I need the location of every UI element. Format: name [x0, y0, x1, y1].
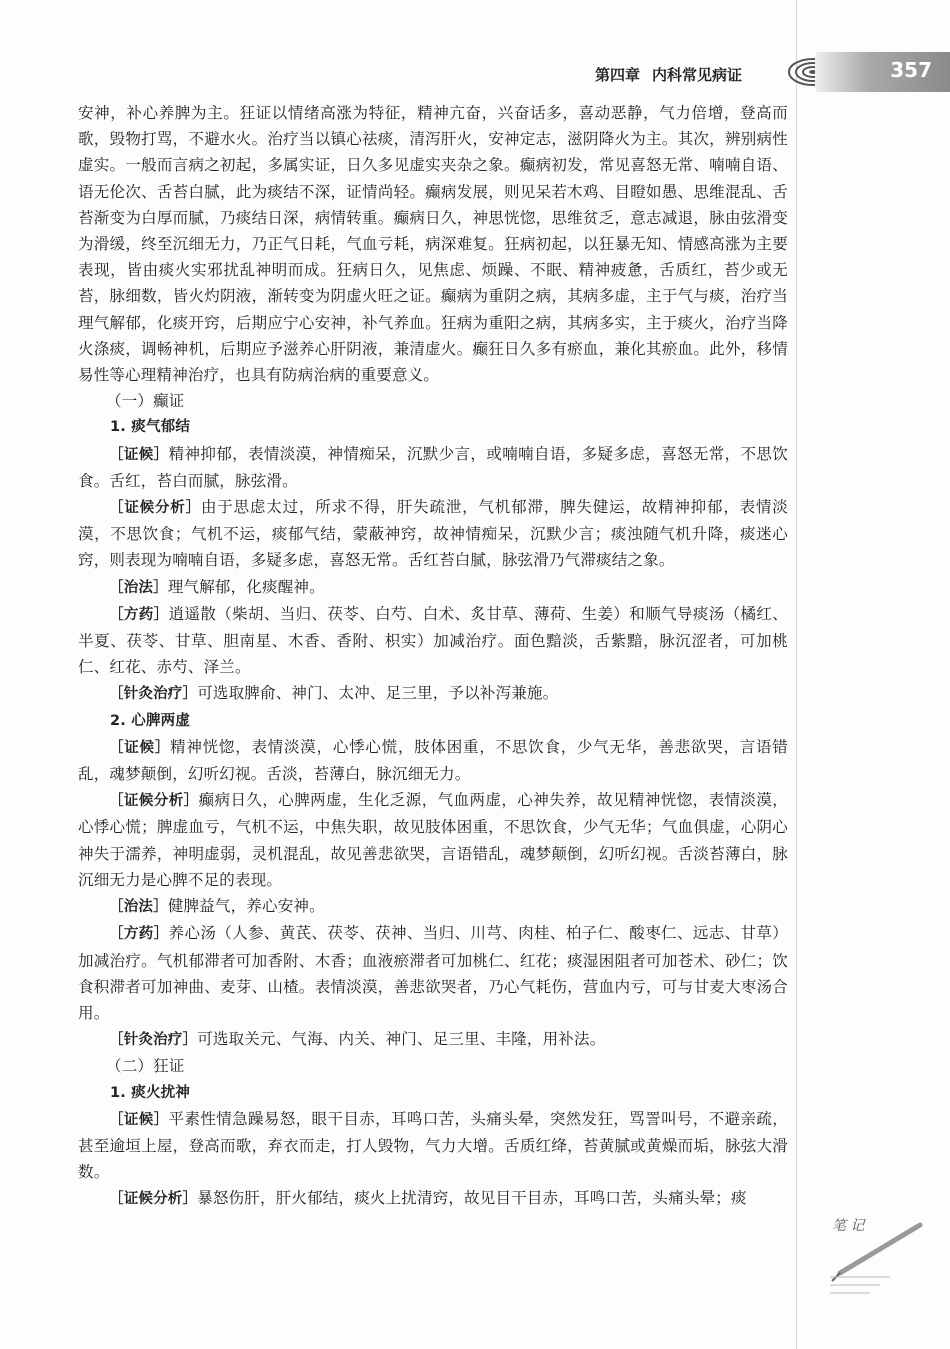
zhenghou-tag: ［证候］	[109, 1111, 169, 1128]
zhenghou-tag: ［证候］	[109, 739, 171, 756]
intro-paragraph: 安神，补心养脾为主。狂证以情绪高涨为特征，精神亢奋，兴奋话多，喜动恶静，气力倍增，登高而歌，毁物打骂，不避水火。治疗当以镇心祛痰，清泻肝火，安神定志，滋阴降火为主。其次，辨别病性虚实。一般而言病之初起，多属实证，日久多见虚实夹杂之象。癫病初发，常见喜怒无常、喃喃自语、语无伦次、舌苔白腻，此为痰结不深，证情尚轻。癫病发展，则见呆若木鸡、目瞪如愚、思维混乱、舌苔渐变为白厚而腻，乃痰结日深，病情转重。癫病日久，神思恍惚，思维贫乏，意志减退，脉由弦滑变为滑缓，终至沉细无力，乃正气日耗，气血亏耗，病深难复。狂病初起，以狂暴无知、情感高涨为主要表现，皆由痰火实邪扰乱神明而成。狂病日久，见焦虑、烦躁、不眠、精神疲惫，舌质红，苔少或无苔，脉细数，皆火灼阴液，渐转变为阴虚火旺之证。癫病为重阴之病，其病多虚，主于气与痰，治疗当理气解郁，化痰开窍，后期应宁心安神，补气养血。狂病为重阳之病，其病多实，主于痰火，治疗当降火涤痰，调畅神机，后期应予滋养心肝阴液，兼清虚火。癫狂日久多有瘀血，兼化其瘀血。此外，移情易性等心理精神治疗，也具有防病治病的重要意义。	[78, 104, 788, 385]
fangyao-tag: ［方药］	[109, 926, 169, 943]
zhenjiu-tag: ［针灸治疗］	[109, 686, 198, 703]
zhifa-paragraph	[78, 893, 788, 920]
notes-label: 笔 记	[832, 1218, 865, 1234]
fenxi-paragraph	[78, 1185, 788, 1212]
zhifa-text: 理气解郁，化痰醒神。	[167, 577, 325, 596]
fenxi-paragraph	[78, 494, 788, 574]
page-number-tab	[815, 52, 950, 92]
zhenjiu-paragraph	[78, 680, 788, 707]
chapter-number: 第四章	[595, 66, 641, 84]
fenxi-tag: ［证候分析］	[109, 500, 201, 517]
zhenghou-text: 平素性情急躁易怒，眼干目赤，耳鸣口苦，头痛头晕，突然发狂，骂詈叫号，不避亲疏，甚至逾垣上屋，登高而歌，弃衣而走，打人毁物，气力大增。舌质红绛，苔黄腻或黄燥而垢，脉弦大滑数。	[78, 1109, 788, 1182]
subsection-heading-tanqi: 1. 痰气郁结	[110, 419, 191, 436]
margin-notes	[820, 1215, 940, 1305]
zhenjiu-text: 可选取脾俞、神门、太冲、足三里，予以补泻兼施。	[197, 684, 559, 703]
zhenjiu-text: 可选取关元、气海、内关、神门、足三里、丰隆，用补法。	[197, 1030, 606, 1049]
fenxi-text: 暴怒伤肝，肝火郁结，痰火上扰清窍，故见目干目赤，耳鸣口苦，头痛头晕；痰	[197, 1189, 747, 1208]
running-head	[595, 64, 742, 85]
zhenghou-text: 精神抑郁，表情淡漠，神情痴呆，沉默少言，或喃喃自语，多疑多虑，喜怒无常，不思饮食。舌红，苔白而腻，脉弦滑。	[78, 444, 788, 490]
zhifa-text: 健脾益气，养心安神。	[167, 897, 325, 916]
fenxi-paragraph	[78, 787, 788, 893]
fangyao-tag: ［方药］	[109, 606, 169, 623]
page-body	[78, 100, 788, 1213]
fenxi-tag: ［证候分析］	[109, 1191, 198, 1208]
fenxi-text: 由于思虑太过，所求不得，肝失疏泄，气机郁滞，脾失健运，故精神抑郁，表情淡漠，不思饮食；气机不运，痰郁气结，蒙蔽神窍，故神情痴呆，沉默少言；痰浊随气机升降，痰迷心窍，则表现为喃喃自语，多疑多虑，喜怒无常。舌红苔白腻，脉弦滑乃气滞痰结之象。	[78, 498, 789, 570]
fenxi-tag: ［证候分析］	[109, 793, 199, 810]
zhenghou-paragraph	[78, 1106, 788, 1186]
chapter-title: 内科常见病证	[652, 66, 743, 84]
margin-rule	[796, 0, 797, 1349]
fangyao-text: 养心汤（人参、黄芪、茯苓、茯神、当归、川芎、肉桂、柏子仁、酸枣仁、远志、甘草）加减治疗。气机郁滞者可加香附、木香；血液瘀滞者可加桃仁、红花；痰湿困阻者可加苍术、砂仁；饮食积滞者可加神曲、麦芽、山楂。表情淡漠，善悲欲哭者，乃心气耗伤，营血内亏，可与甘麦大枣汤合用。	[78, 924, 788, 1022]
zhenghou-paragraph	[78, 734, 788, 787]
fangyao-paragraph	[78, 601, 788, 681]
zhenjiu-paragraph	[78, 1026, 788, 1053]
page-number: 357	[890, 58, 932, 82]
page-header	[560, 52, 950, 98]
zhenghou-paragraph	[78, 441, 788, 494]
zhifa-tag: ［治法］	[109, 899, 168, 916]
zhifa-paragraph	[78, 574, 788, 601]
section-heading-dian: （一）癫证	[106, 392, 185, 411]
subsection-heading-tanhuo: 1. 痰火扰神	[110, 1084, 191, 1101]
zhenghou-text: 精神恍惚，表情淡漠，心悸心慌，肢体困重，不思饮食，少气无华，善悲欲哭，言语错乱，魂梦颠倒，幻听幻视。舌淡，苔薄白，脉沉细无力。	[78, 737, 788, 784]
subsection-heading-xinpi: 2. 心脾两虚	[110, 712, 191, 729]
zhenghou-tag: ［证候］	[109, 446, 169, 463]
fenxi-text: 癫病日久，心脾两虚，生化乏源，气血两虚，心神失养，故见精神恍惚，表情淡漠，心悸心慌；脾虚血亏，气机不运，中焦失职，故见肢体困重，不思饮食，少气无华；气血俱虚，心阴心神失于濡养，神明虚弱，灵机混乱，故见善悲欲哭，言语错乱，魂梦颠倒，幻听幻视。舌淡苔薄白，脉沉细无力是心脾不足的表现。	[78, 791, 789, 889]
zhifa-tag: ［治法］	[109, 579, 168, 596]
section-heading-kuang: （二）狂证	[106, 1057, 185, 1076]
fangyao-text: 逍遥散（柴胡、当归、茯苓、白芍、白术、炙甘草、薄荷、生姜）和顺气导痰汤（橘红、半夏、茯苓、甘草、胆南星、木香、香附、枳实）加减治疗。面色黯淡，舌紫黯，脉沉涩者，可加桃仁、红花、赤芍、泽兰。	[78, 604, 788, 677]
zhenjiu-tag: ［针灸治疗］	[109, 1032, 198, 1049]
fangyao-paragraph	[78, 920, 788, 1026]
